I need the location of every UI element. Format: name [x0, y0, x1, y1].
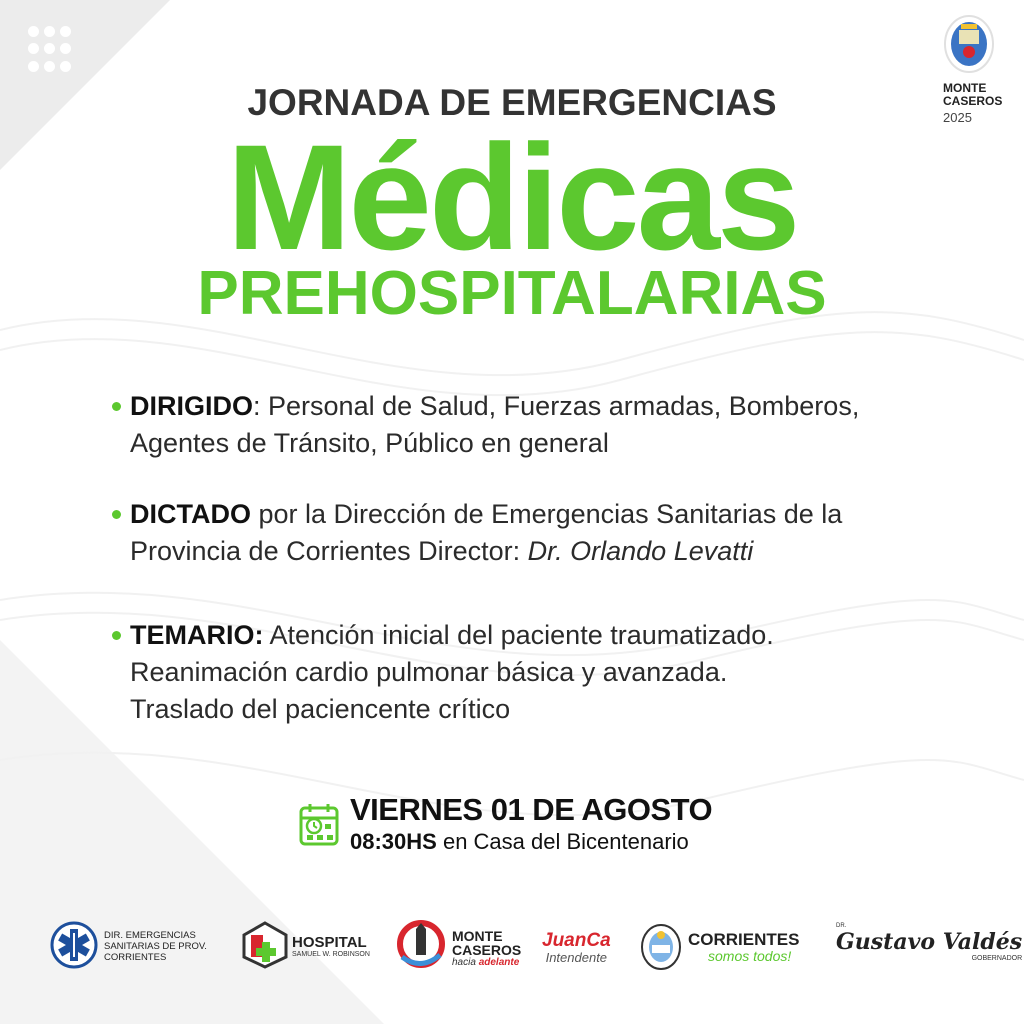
title-line1: JORNADA DE EMERGENCIAS [247, 82, 777, 123]
municipal-crest-icon [943, 14, 995, 74]
monte-caseros-logo-icon [396, 919, 446, 973]
info-item-dirigido: DIRIGIDO: Personal de Salud, Fuerzas armadas, Bomberos, Agentes de Tránsito, Público en general [130, 391, 860, 458]
sponsor-logos [0, 915, 1024, 985]
info-item-dictado: DICTADO por la Dirección de Emergencias Sanitarias de la Provincia de Corrientes Director: Dr. Orlando Levatti [130, 499, 843, 566]
bullet-icon [112, 402, 121, 411]
calendar-clock-icon [299, 802, 341, 848]
event-date: VIERNES 01 DE AGOSTO [350, 792, 713, 827]
dots-grid-icon [28, 26, 72, 74]
star-of-life-icon [50, 921, 98, 969]
governor-label: DR. Gustavo Valdés GOBERNADOR [836, 923, 1023, 962]
title-line3: PREHOSPITALARIAS [197, 259, 827, 328]
corrientes-label: CORRIENTES somos todos! [688, 930, 800, 964]
bullet-icon [112, 510, 121, 519]
year-label: 2025 [943, 110, 972, 125]
event-time-place: 08:30HS en Casa del Bicentenario [350, 829, 689, 854]
title-main: Médicas [226, 113, 798, 281]
city-name: MONTE CASEROS [943, 81, 1003, 108]
juanca-label: JuanCa Intendente [542, 930, 611, 965]
monte-caseros-label: MONTE CASEROS hacia adelante [452, 928, 522, 968]
hospital-label: HOSPITAL SAMUEL W. ROBINSON [292, 934, 370, 958]
hospital-logo-icon [242, 921, 288, 969]
bullet-icon [112, 631, 121, 640]
info-item-temario: TEMARIO: Atención inicial del paciente traumatizado. Reanimación cardio pulmonar básica y avanzada. Traslado del paciencente crítico [130, 620, 774, 724]
corrientes-seal-icon [640, 923, 682, 971]
dir-emergencias-label: DIR. EMERGENCIAS SANITARIAS DE PROV. CORRIENTES [104, 930, 207, 963]
